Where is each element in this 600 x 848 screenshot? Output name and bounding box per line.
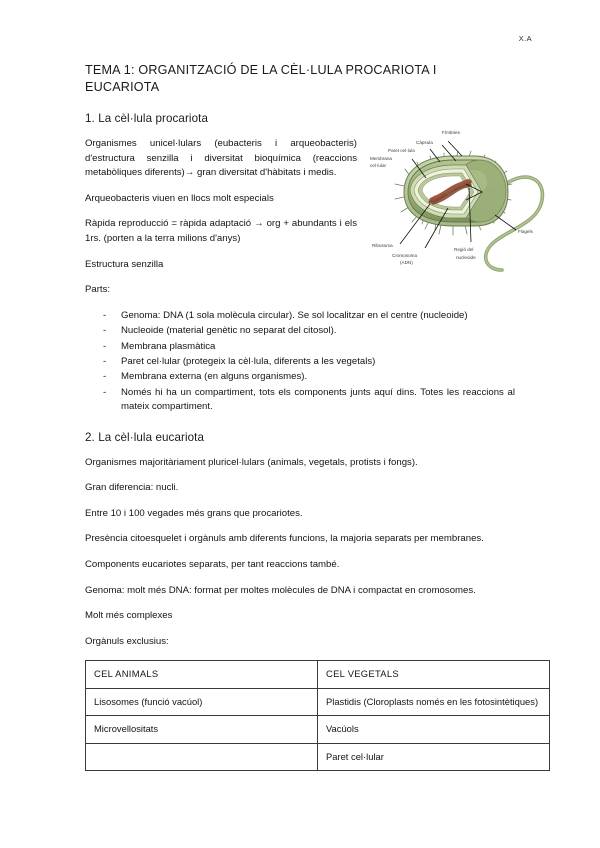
page-title-line1: TEMA 1: ORGANITZACIÓ DE LA CÈL·LULA PROCARIOTA I [85, 63, 437, 77]
table-header-row [86, 661, 550, 688]
table-cell-microvellositats: Microvellositats [86, 716, 318, 743]
figure-label-cromosoma-line1: Cromosoma [392, 253, 418, 258]
paragraph-separated-components: Components eucariotes separats, per tant reaccions també. [85, 558, 340, 570]
paragraph-more-complex: Molt més complexes [85, 610, 173, 622]
list-bullet-dash: - [103, 340, 107, 352]
paragraph-cytoskeleton: Presència citoesquelet i orgànuls amb diferents funcions, la majoria separats per membranes. [85, 533, 484, 545]
list-bullet-dash: - [103, 371, 107, 383]
list-bullet-dash: - [103, 355, 107, 367]
list-item-label: Membrana plasmàtica [121, 340, 216, 352]
page-title [85, 62, 515, 96]
exclusive-organelles-table [85, 660, 550, 771]
figure-label-membrana-line2: cel·lular [370, 163, 387, 168]
table-cell-vacuols: Vacúols [318, 716, 550, 743]
paragraph-archaebacteria: Arqueobacteris viuen en llocs molt especials [85, 192, 274, 204]
list-item [85, 340, 515, 354]
paragraph-parts-label: Parts: [85, 284, 111, 296]
table-row [86, 688, 550, 715]
table-header-cel-vegetals: CEL VEGETALS [318, 661, 550, 688]
paragraph-size-comparison: Entre 10 i 100 vegades més grans que procariotes. [85, 507, 303, 519]
table-cell-plastidis: Plastidis (Cloroplasts només en les fotosintètiques) [318, 688, 550, 715]
list-item [85, 355, 515, 369]
figure-label-flagels: Flagels [518, 229, 533, 234]
paragraph-multicellular-organisms: Organismes majoritàriament pluricel·lulars (animals, vegetals, protists i fongs). [85, 456, 418, 468]
page-title-line2: EUCARIOTA [85, 80, 160, 94]
figure-label-regio-line1: Regió del [454, 247, 474, 252]
page-header-label: X.A [518, 34, 532, 43]
list-item [85, 324, 515, 338]
figure-label-capsula: Càpsula [416, 140, 433, 145]
figure-label-paret-cel-lula: Paret cel·lula [388, 148, 415, 153]
list-bullet-dash: - [103, 386, 107, 398]
table-cell-paret-cel-lular: Paret cel·lular [318, 743, 550, 770]
figure-label-membrana-line1: Membrana [370, 156, 392, 161]
paragraph-great-difference: Gran diferencia: nucli. [85, 482, 179, 494]
table-cell-lisosomes: Lisosomes (funció vacúol) [86, 688, 318, 715]
figure-label-fimbries: Fímbries [442, 130, 460, 135]
table-row [86, 716, 550, 743]
paragraph-rapid-reproduction: Ràpida reproducció = ràpida adaptació → org + abundants i els 1rs. (porten a la terra milions d'anys) [85, 218, 357, 244]
paragraph-genome-eukaryote: Genoma: molt més DNA: format per moltes molècules de DNA i compactat en cromosomes. [85, 584, 476, 596]
table-row [86, 743, 550, 770]
list-item-label: Paret cel·lular (protegeix la cèl·lula, diferents a les vegetals) [121, 355, 376, 367]
paragraph-simple-structure: Estructura senzilla [85, 258, 164, 270]
list-bullet-dash: - [103, 325, 107, 337]
figure-label-regio-line2: nucleoide [456, 255, 476, 260]
list-item-label: Genoma: DNA (1 sola molècula circular). Se sol localitzar en el centre (nucleoide) [121, 309, 468, 321]
figure-label-cromosoma-line2: (ADN) [400, 260, 413, 265]
section-heading-1: 1. La cèl·lula procariota [85, 112, 209, 125]
list-item [85, 370, 515, 384]
list-item-label: Només hi ha un compartiment, tots els components junts aquí dins. Totes les reaccions al mateix compartiment. [121, 386, 515, 413]
table-header-cel-animals: CEL ANIMALS [86, 661, 318, 688]
list-item-label: Nucleoide (material genètic no separat del citosol). [121, 325, 337, 337]
section-heading-2: 2. La cèl·lula eucariota [85, 430, 205, 444]
figure-label-ribosoma: Ribosoma [372, 243, 393, 248]
list-item [85, 386, 515, 415]
list-item-label: Membrana externa (en alguns organismes). [121, 371, 308, 383]
list-item [85, 309, 515, 323]
table-cell-empty [86, 743, 318, 770]
prokaryote-parts-list [85, 309, 515, 415]
paragraph-unicellular-organisms: Organismes unicel·lulars (eubacteris i arqueobacteris) d'estructura senzilla i diversitat bioquímica (reaccions metabòliques diferents)→ gran diversitat d'hàbitats i medis. [85, 138, 357, 179]
paragraph-exclusive-organelles: Orgànuls exclusius: [85, 635, 169, 647]
list-bullet-dash: - [103, 309, 107, 321]
